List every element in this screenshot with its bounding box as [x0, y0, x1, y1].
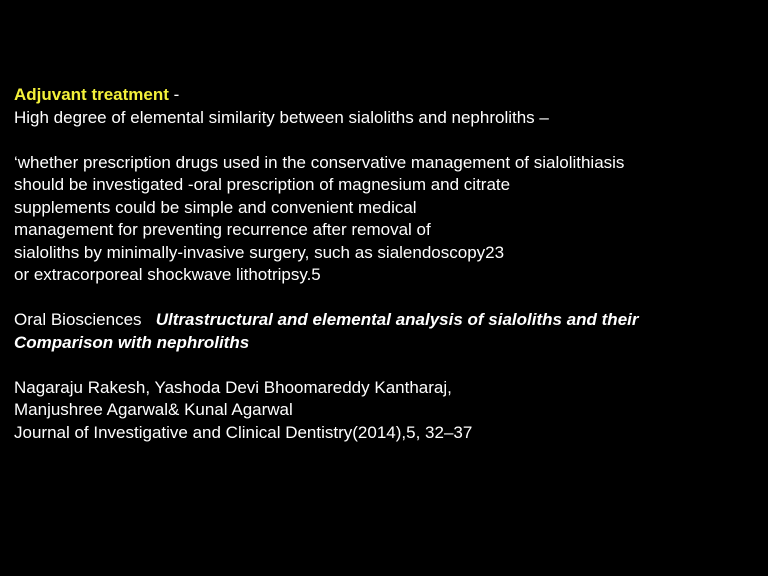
heading-dash: - — [168, 85, 180, 104]
intro-text: High degree of elemental similarity between sialoliths and nephroliths – — [14, 107, 549, 127]
quote-line: sialoliths by minimally-invasive surgery, such as sialendoscopy23 — [14, 242, 505, 262]
heading-title: Adjuvant treatment — [14, 85, 169, 104]
spacer — [14, 354, 759, 377]
source-line — [14, 309, 759, 332]
slide-content — [14, 84, 759, 444]
heading-line — [14, 84, 759, 107]
article-title-continued: Comparison with nephroliths — [14, 332, 250, 352]
authors-line: Nagaraju Rakesh, Yashoda Devi Bhoomareddy Kantharaj, — [14, 377, 452, 397]
source-journal: Oral Biosciences — [14, 310, 142, 329]
quote-line: or extracorporeal shockwave lithotripsy.5 — [14, 265, 321, 284]
quote-line: management for preventing recurrence after removal of — [14, 220, 431, 239]
spacer — [14, 287, 759, 310]
quote-line: ‘whether prescription drugs used in the conservative management of sialolithiasis — [14, 152, 625, 172]
article-title: Ultrastructural and elemental analysis of sialoliths and their — [155, 310, 639, 329]
quote-line: supplements could be simple and convenient medical — [14, 197, 417, 217]
authors-line: Manjushree Agarwal& Kunal Agarwal — [14, 400, 293, 419]
citation-line: Journal of Investigative and Clinical Dentistry(2014),5, 32–37 — [14, 422, 473, 442]
quote-line: should be investigated -oral prescription of magnesium and citrate — [14, 175, 511, 194]
spacer — [14, 129, 759, 152]
